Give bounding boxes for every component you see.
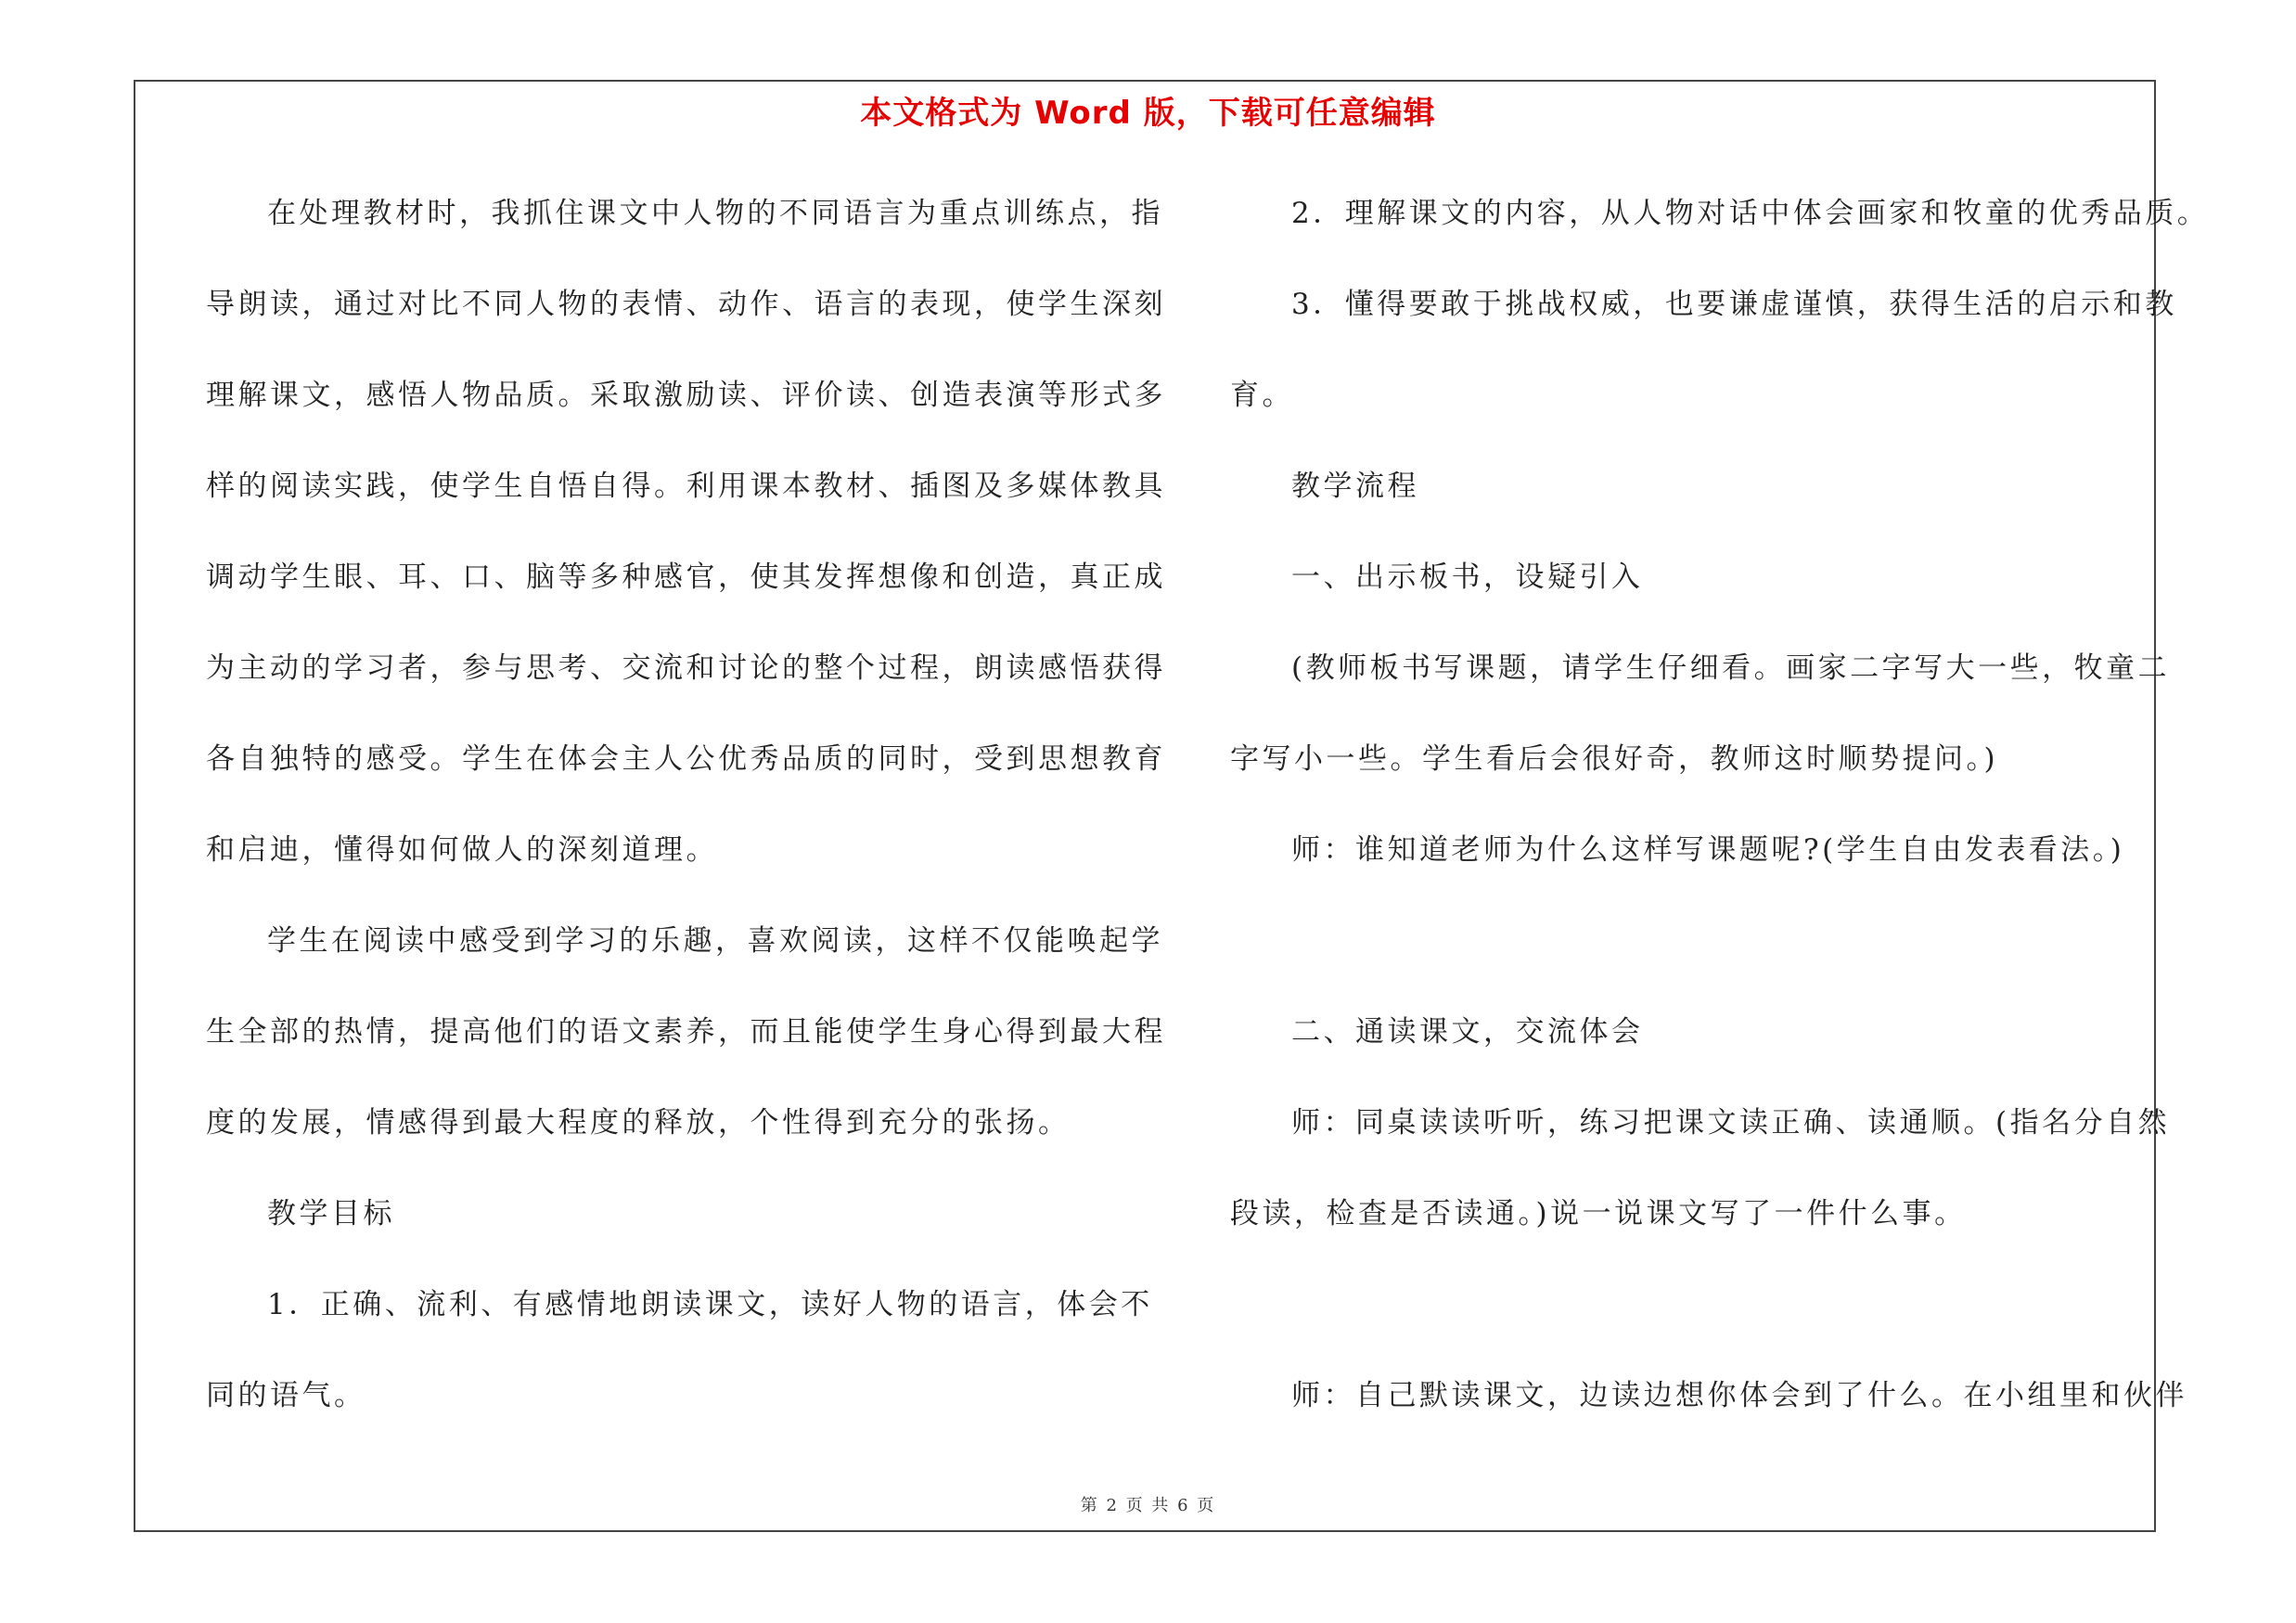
text-line: 样的阅读实践，使学生自悟自得。利用课本教材、插图及多媒体教具 — [206, 470, 1166, 503]
text-line: 导朗读，通过对比不同人物的表情、动作、语言的表现，使学生深刻 — [206, 288, 1166, 321]
text-line: 度的发展，情感得到最大程度的释放，个性得到充分的张扬。 — [206, 1106, 1071, 1140]
section-heading: 教学目标 — [267, 1197, 395, 1230]
header-banner: 本文格式为 Word 版，下载可任意编辑 — [860, 95, 1436, 132]
text-line: 师：同桌读读听听，练习把课文读正确、读通顺。(指名分自然 — [1291, 1106, 2171, 1140]
section-heading: 教学流程 — [1291, 470, 1419, 503]
section-heading: 一、出示板书，设疑引入 — [1291, 560, 1644, 594]
text-line: 2．理解课文的内容，从人物对话中体会画家和牧童的优秀品质。 — [1291, 197, 2210, 230]
text-line: 调动学生眼、耳、口、脑等多种感官，使其发挥想像和创造，真正成 — [206, 560, 1166, 594]
text-line: 师：自己默读课文，边读边想你体会到了什么。在小组里和伙伴 — [1291, 1379, 2187, 1412]
text-line: 学生在阅读中感受到学习的乐趣，喜欢阅读，这样不仅能唤起学 — [267, 924, 1163, 958]
text-line: 理解课文，感悟人物品质。采取激励读、评价读、创造表演等形式多 — [206, 379, 1166, 412]
text-line: 1．正确、流利、有感情地朗读课文，读好人物的语言，体会不 — [267, 1288, 1153, 1321]
text-line: 字写小一些。学生看后会很好奇，教师这时顺势提问。) — [1230, 742, 1999, 776]
page-number: 第 2 页 共 6 页 — [1080, 1496, 1216, 1515]
text-line: 生全部的热情，提高他们的语文素养，而且能使学生身心得到最大程 — [206, 1015, 1166, 1049]
text-line: 各自独特的感受。学生在体会主人公优秀品质的同时，受到思想教育 — [206, 742, 1166, 776]
section-heading: 二、通读课文，交流体会 — [1291, 1015, 1644, 1049]
text-line: 为主动的学习者，参与思考、交流和讨论的整个过程，朗读感悟获得 — [206, 651, 1166, 685]
text-line: 同的语气。 — [206, 1379, 366, 1412]
text-line: 3．懂得要敢于挑战权威，也要谦虚谨慎，获得生活的启示和教 — [1291, 288, 2177, 321]
text-line: 育。 — [1230, 379, 1294, 412]
text-line: 师：谁知道老师为什么这样写课题呢?(学生自由发表看法。) — [1291, 833, 2125, 867]
text-line: (教师板书写课题，请学生仔细看。画家二字写大一些，牧童二 — [1291, 651, 2171, 685]
text-line: 和启迪，懂得如何做人的深刻道理。 — [206, 833, 718, 867]
text-line: 段读，检查是否读通。)说一说课文写了一件什么事。 — [1230, 1197, 1967, 1230]
text-line: 在处理教材时，我抓住课文中人物的不同语言为重点训练点，指 — [267, 197, 1163, 230]
